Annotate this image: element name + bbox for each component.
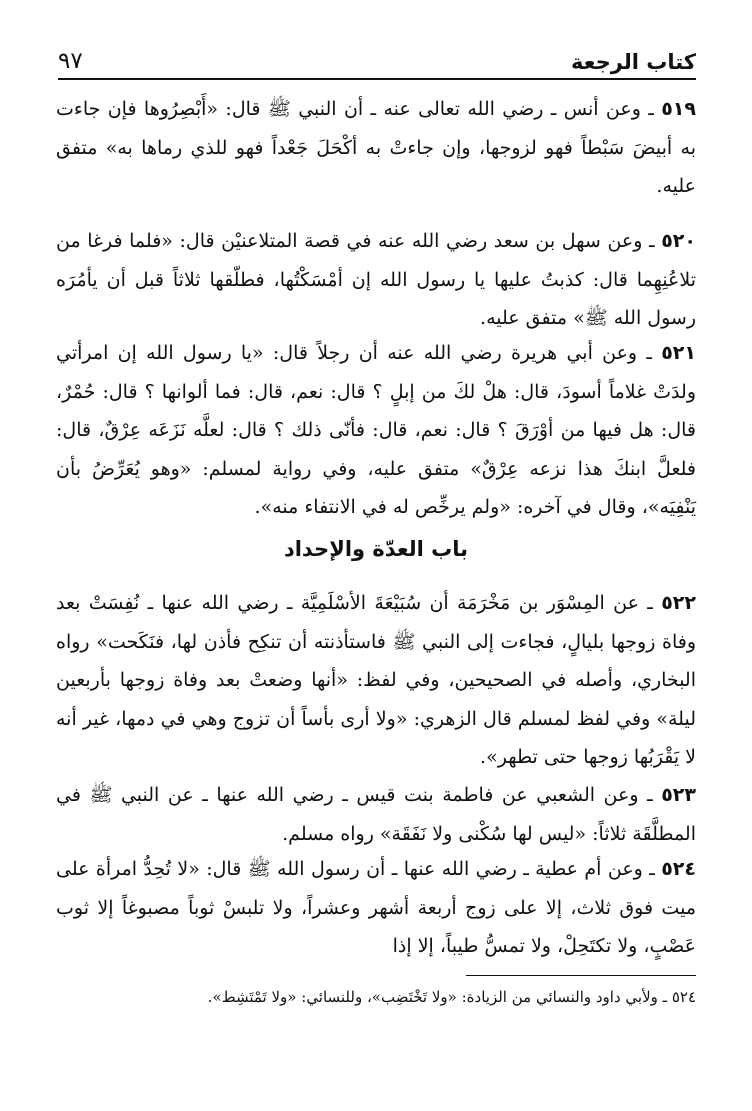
footnote-divider — [466, 975, 696, 976]
hadith-519 — [56, 90, 696, 206]
hadith-520 — [56, 222, 696, 338]
page-number: ٩٧ — [58, 48, 83, 74]
section-heading: باب العدّة والإحداد — [283, 537, 469, 561]
hadith-523 — [56, 776, 696, 853]
hadith-text: ـ وعن أبي هريرة رضي الله عنه أن رجلاً قال: «يا رسول الله إن امرأتي ولدَتْ غلاماً أسودَ، قال: هلْ لكَ من إبلٍ ؟ قال: نعم، قال: فما ألوانها ؟ قال: حُمْرٌ، قال: هل فيها من أوْرَقَ ؟ قال: نعم، قال: فأنّى ذلك ؟ قال: لعلَّه نَزَعَه عِرْقٌ، قال: فلعلَّ ابنكَ هذا نزعه عِرْقٌ» متفق عليه، وفي رواية لمسلم: «وهو يُعَرِّضُ بأن يَنْفِيَه»، وقال في آخره: «ولم يرخِّص له في الانتفاء منه». — [56, 342, 696, 518]
hadith-text: ـ وعن أنس ـ رضي الله تعالى عنه ـ أن النبي ﷺ قال: «أَبْصِرُوها فإن جاءت به أبيضَ سَبْطاً فهو لزوجها، وإن جاءتْ به أكْحَلَ جَعْداً فهو للذي رماها به» متفق عليه. — [56, 98, 696, 197]
page-header — [58, 40, 696, 80]
footnote: ٥٢٤ ـ ولأبي داود والنسائي من الزيادة: «ولا تَخْتَضِب»، وللنسائي: «ولا تَمْتَشِط». — [207, 988, 696, 1006]
hadith-text: ـ عن المِسْوَر بن مَخْرَمَة أن سُبَيْعَةَ الأسْلَمِيَّة ـ رضي الله عنها ـ نُفِسَتْ بعد وفاة زوجها بليالٍ، فجاءت إلى النبي ﷺ فاستأذنته أن تنكِح فأذن لها، فنَكَحت» رواه البخاري، وأصله في الصحيحين، وفي لفظ: «أنها وضعتْ بعد وفاة زوجها بأربعين ليلة» وفي لفظ لمسلم قال الزهري: «ولا أرى بأساً أن تزوج وهي في دمها، غير أنه لا يَقْرَبُها زوجها حتى تطهر». — [56, 592, 696, 768]
hadith-number: ٥٢٣ — [661, 784, 696, 806]
chapter-title: كتاب الرجعة — [571, 50, 696, 74]
hadith-524 — [56, 850, 696, 966]
hadith-number: ٥١٩ — [661, 98, 696, 120]
hadith-number: ٥٢٠ — [661, 230, 696, 252]
hadith-text: ـ وعن سهل بن سعد رضي الله عنه في قصة المتلاعنيْن قال: «فلما فرغا من تلاعُنِهِما قال: كذبتُ عليها يا رسول الله إن أمْسَكْتُها، فطلّقها ثلاثاً قبل أن يأمُرَه رسول الله ﷺ» متفق عليه. — [56, 230, 696, 329]
hadith-number: ٥٢٢ — [661, 592, 696, 614]
hadith-text: ـ وعن الشعبي عن فاطمة بنت قيس ـ رضي الله عنها ـ عن النبي ﷺ في المطلَّقَة ثلاثاً: «ليس لها سُكْنى ولا نَفَقَة» رواه مسلم. — [56, 784, 696, 845]
hadith-number: ٥٢٤ — [661, 858, 696, 880]
hadith-number: ٥٢١ — [661, 342, 696, 364]
hadith-522 — [56, 584, 696, 777]
hadith-text: ـ وعن أم عطية ـ رضي الله عنها ـ أن رسول الله ﷺ قال: «لا تُحِدُّ امرأة على ميت فوق ثلاث، إلا على زوج أربعة أشهر وعشراً، ولا تلبسْ ثوباً مصبوغاً إلا ثوب عَصْبٍ، ولا تكتَحِلْ، ولا تمسُّ طيباً، إلا إذا — [56, 858, 696, 957]
hadith-521 — [56, 334, 696, 527]
